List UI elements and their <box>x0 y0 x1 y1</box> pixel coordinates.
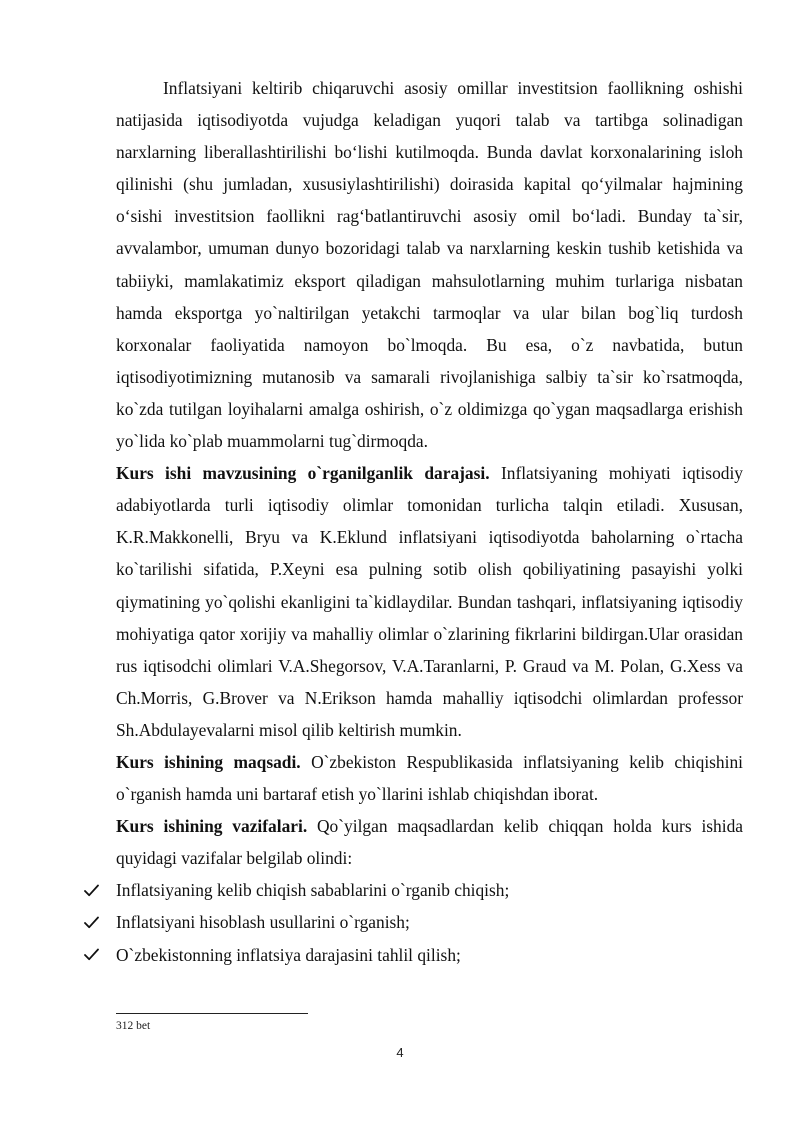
section-heading: Kurs ishi mavzusining o`rganilganlik darajasi. <box>116 463 490 484</box>
section-heading: Kurs ishining maqsadi. <box>116 751 301 772</box>
section-text: O`zbekiston Respublikasida inflatsiyaning kelib chiqishini o`rganish hamda uni bartaraf etish yo`llarini ishlab chiqishdan iborat. <box>116 751 743 805</box>
task-text: Inflatsiyani hisoblash usullarini o`rganish; <box>116 912 410 933</box>
task-text: O`zbekistonning inflatsiya darajasini tahlil qilish; <box>116 944 461 965</box>
footnote: 312 bet <box>116 1020 151 1032</box>
checkmark-icon <box>84 939 100 971</box>
page-body <box>116 72 743 971</box>
task-list <box>116 874 743 970</box>
section-text: Qo`yilgan maqsadlardan kelib chiqqan holda kurs ishida quyidagi vazifalar belgilab olindi: <box>116 816 743 869</box>
intro-paragraph: Inflatsiyani keltirib chiqaruvchi asosiy omillar investitsion faollikning oshishi natijasida iqtisodiyotda vujudga keladigan yuqori talab va tartibga solinadigan narxlarning liberallashtirilishi bo‘lishi kutilmoqda. Bunda davlat korxonalarining isloh qilinishi (shu jumladan, xususiylashtirilishi) doirasida kapital qo‘yilmalar hajmining o‘sishi investitsion faollikni rag‘batlantiruvchi asosiy omil bo‘ladi. Bunday ta`sir, avvalambor, umuman dunyo bozoridagi talab va narxlarning keskin tushib ketishida va tabiiyki, mamlakatimiz eksport qiladigan mahsulotlarning muhim turlariga nisbatan hamda eksportga yo`naltirilgan yetakchi tarmoqlar va ular bilan bog`liq turdosh korxonalar faoliyatida namoyon bo`lmoqda. Bu esa, o`z navbatida, butun iqtisodiyotimizning mutanosib va samarali rivojlanishiga salbiy ta`sir ko`rsatmoqda, ko`zda tutilgan loyihalarni amalga oshirish, o`z oldimizga qo`ygan maqsadlarga erishish yo`lida ko`plab muammolarni tug`dirmoqda. <box>116 78 743 452</box>
list-item <box>116 906 743 938</box>
section-research-level <box>116 457 743 746</box>
section-tasks <box>116 810 743 874</box>
checkmark-icon <box>84 874 100 906</box>
page-number: 4 <box>396 1045 404 1060</box>
footnote-separator <box>116 1013 308 1014</box>
list-item <box>116 939 743 971</box>
list-item <box>116 874 743 906</box>
task-text: Inflatsiyaning kelib chiqish sabablarini o`rganib chiqish; <box>116 880 510 901</box>
section-heading: Kurs ishining vazifalari. <box>116 816 308 837</box>
section-text: Inflatsiyaning mohiyati iqtisodiy adabiyotlarda turli iqtisodiy olimlar tomonidan turlicha talqin etiladi. Xususan, K.R.Makkonelli, Bryu va K.Eklund inflatsiyani iqtisodiyotda baholarning o`rtacha ko`tarilishi sifatida, P.Xeyni esa pulning sotib olish qobiliyatining pasayishi yolki qiymatining yo`qolishi ekanligini ta`kidlaydilar. Bundan tashqari, inflatsiyaning iqtisodiy mohiyatiga qator xorijiy va mahalliy olimlar o`zlarining fikrlarini bildirgan.Ular orasidan rus iqtisodchi olimlari V.A.Shegorsov, V.A.Taranlarni, P. Graud va M. Polan, G.Xess va Ch.Morris, G.Brover va N.Erikson hamda mahalliy iqtisodchi olimlardan professor Sh.Abdulayevalarni misol qilib keltirish mumkin. <box>116 463 743 740</box>
section-goal <box>116 746 743 810</box>
checkmark-icon <box>84 906 100 938</box>
